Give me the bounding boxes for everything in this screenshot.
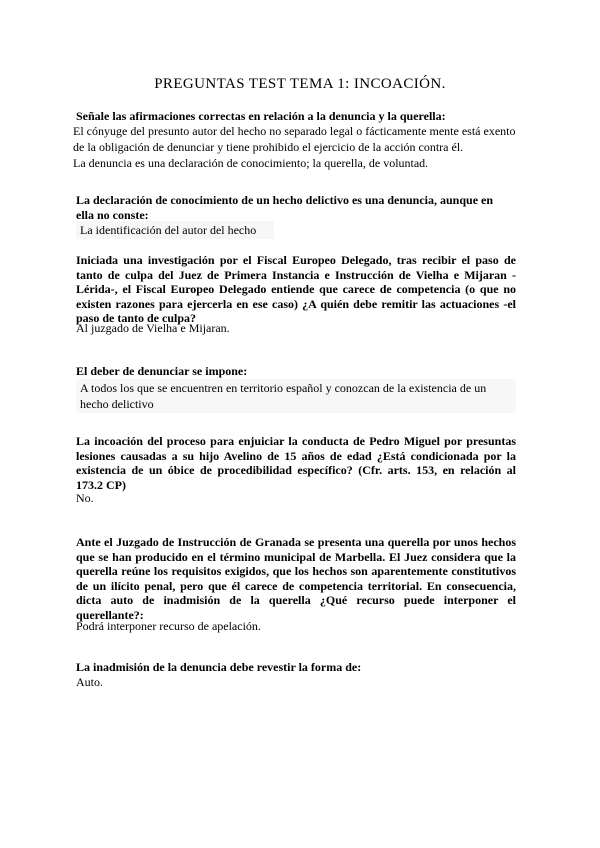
question-7: La inadmisión de la denuncia debe revestir la forma de: bbox=[76, 660, 362, 674]
answer-4 bbox=[76, 379, 516, 413]
answer-4-line-1: A todos los que se encuentren en territorio español y conozcan de la existencia de un bbox=[80, 381, 487, 395]
question-5: La incoación del proceso para enjuiciar la conducta de Pedro Miguel por presuntas lesiones causadas a su hijo Avelino de 15 años de edad ¿Está condicionada por la existencia de un óbice de procedibilidad específico? (Cfr. arts. 153, en relación al 173.2 CP) bbox=[76, 434, 516, 492]
answer-7: Auto. bbox=[76, 675, 103, 689]
answer-1-line-1: El cónyuge del presunto autor del hecho no separado legal o fácticamente mente está exento bbox=[73, 124, 516, 138]
answer-4-line-2: hecho delictivo bbox=[80, 397, 154, 411]
question-2: La declaración de conocimiento de un hecho delictivo es una denuncia, aunque en ella no conste: bbox=[76, 193, 494, 222]
answer-6: Podrá interponer recurso de apelación. bbox=[76, 619, 261, 633]
answer-1 bbox=[73, 123, 533, 171]
page-title: PREGUNTAS TEST TEMA 1: INCOACIÓN. bbox=[154, 76, 446, 92]
answer-5: No. bbox=[76, 491, 94, 505]
question-3: Iniciada una investigación por el Fiscal Europeo Delegado, tras recibir el paso de tanto de culpa del Juez de Primera Instancia e Instrucción de Vielha e Mijaran -Lérida-, el Fiscal Europeo Delegado entiende que carece de competencia (o que no existen razones para ejercerla en ese caso) ¿A quién debe remitir las actuaciones -el paso de tanto de culpa? bbox=[76, 253, 516, 325]
question-1: Señale las afirmaciones correctas en relación a la denuncia y la querella: bbox=[76, 109, 446, 123]
answer-1-line-3: La denuncia es una declaración de conocimiento; la querella, de voluntad. bbox=[73, 156, 429, 170]
question-6: Ante el Juzgado de Instrucción de Granada se presenta una querella por unos hechos que se han producido en el término municipal de Marbella. El Juez considera que la querella reúne los requisitos exigidos, que los hechos son aparentemente constitutivos de un ilícito penal, pero que él carece de competencia territorial. En consecuencia, dicta auto de inadmisión de la querella ¿Qué recurso puede interponer el querellante?: bbox=[76, 535, 516, 622]
answer-2: La identificación del autor del hecho bbox=[76, 221, 274, 239]
answer-1-line-2: de la obligación de denunciar y tiene prohibido el ejercicio de la acción contra él. bbox=[73, 140, 464, 154]
answer-3: Al juzgado de Vielha e Mijaran. bbox=[76, 321, 230, 335]
question-4: El deber de denunciar se impone: bbox=[76, 364, 248, 378]
